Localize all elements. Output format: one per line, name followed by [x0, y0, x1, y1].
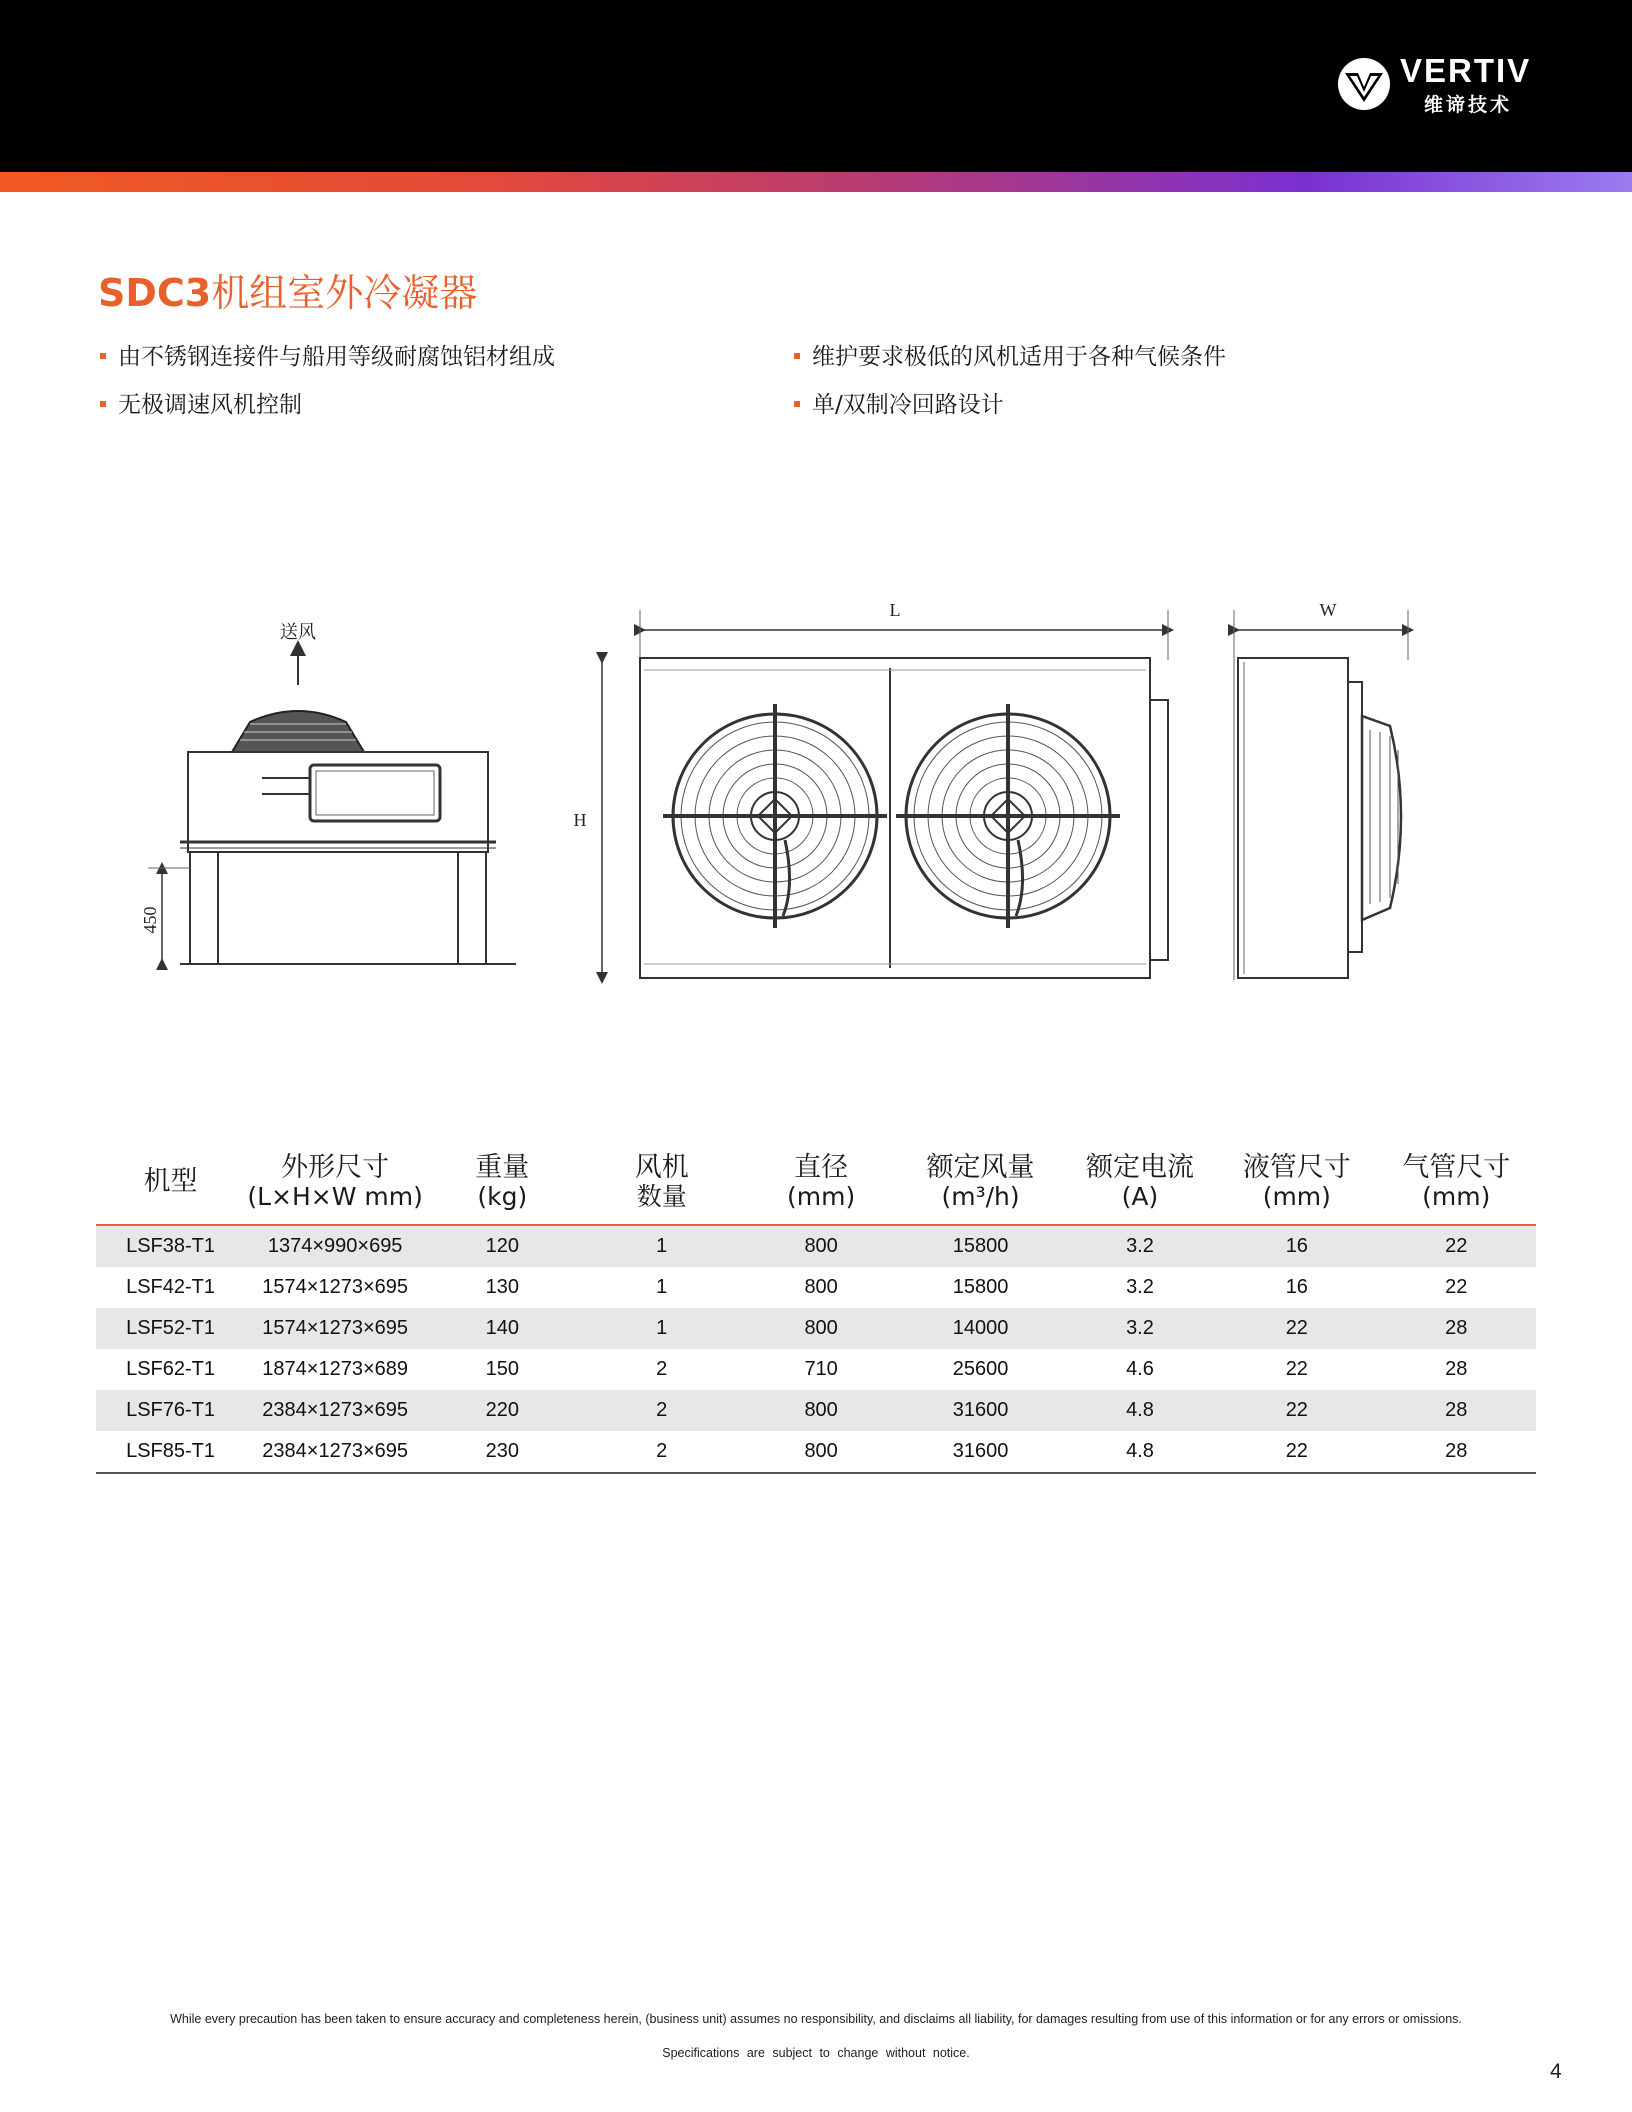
cell-liquid-pipe: 16	[1285, 1276, 1308, 1298]
end-view	[1234, 600, 1408, 980]
cell-liquid-pipe: 22	[1285, 1358, 1308, 1380]
feature-item: 维护要求极低的风机适用于各种气候条件	[794, 338, 1226, 371]
height-h-label: H	[573, 810, 587, 830]
vertiv-logo	[1336, 52, 1536, 118]
cell-diameter: 710	[804, 1358, 838, 1380]
table-row	[96, 1308, 1536, 1349]
cell-airflow: 25600	[952, 1358, 1009, 1380]
feature-item: 由不锈钢连接件与船用等级耐腐蚀铝材组成	[100, 338, 555, 371]
col-header-dimensions: 外形尺寸 (L×H×W mm)	[247, 1152, 423, 1212]
brand-name: VERTIV	[1400, 52, 1532, 89]
cell-gas-pipe: 28	[1445, 1358, 1468, 1380]
cell-model: LSF76-T1	[96, 1390, 245, 1431]
vertiv-logo-icon	[1336, 56, 1392, 112]
col-header-diameter: 直径 (mm)	[787, 1152, 856, 1212]
cell-liquid-pipe: 16	[1217, 1225, 1376, 1267]
cell-weight: 140	[425, 1308, 579, 1349]
cell-current: 3.2	[1063, 1225, 1217, 1267]
title-text: 机组室外冷凝器	[211, 271, 478, 315]
width-w-label: W	[1319, 600, 1337, 620]
footer-disclaimer: While every precaution has been taken to ensure accuracy and completeness herein, (business unit) assumes no responsibility, and disclaims all liability, for damages resulting from use of this information or for any errors or omissions.	[170, 2012, 1462, 2026]
cell-fan-count: 1	[579, 1308, 744, 1349]
cell-airflow: 15800	[898, 1225, 1063, 1267]
cell-model: LSF62-T1	[126, 1358, 216, 1380]
col-header-weight: 重量 (kg)	[475, 1152, 530, 1212]
feature-list	[100, 338, 1400, 428]
cell-gas-pipe: 28	[1445, 1440, 1468, 1462]
cell-diameter: 800	[804, 1276, 838, 1298]
front-view	[574, 600, 1169, 978]
cell-diameter: 800	[744, 1225, 898, 1267]
cell-liquid-pipe: 22	[1217, 1390, 1376, 1431]
cell-current: 3.2	[1126, 1276, 1154, 1298]
height-450-label: 450	[140, 906, 160, 934]
feature-item: 单/双制冷回路设计	[794, 386, 1004, 419]
col-header-current: 额定电流 (A)	[1085, 1152, 1194, 1212]
table-body	[96, 1225, 1536, 1473]
cell-dimensions: 1374×990×695	[245, 1225, 425, 1267]
table-row	[96, 1390, 1536, 1431]
table-row	[96, 1225, 1536, 1267]
cell-airflow: 14000	[898, 1308, 1063, 1349]
table-row	[96, 1431, 1536, 1473]
page-header	[0, 0, 1632, 172]
cell-airflow: 31600	[952, 1440, 1009, 1462]
cell-current: 4.8	[1126, 1440, 1154, 1462]
col-header-liquid-pipe: 液管尺寸 (mm)	[1242, 1152, 1351, 1212]
cell-fan-count: 2	[656, 1440, 668, 1462]
table-row	[96, 1349, 1536, 1390]
table-row	[96, 1267, 1536, 1308]
col-header-gas-pipe: 气管尺寸 (mm)	[1402, 1152, 1511, 1212]
cell-fan-count: 2	[579, 1390, 744, 1431]
cell-weight: 150	[485, 1358, 519, 1380]
cell-gas-pipe: 22	[1377, 1225, 1536, 1267]
cell-weight: 220	[425, 1390, 579, 1431]
cell-current: 3.2	[1063, 1308, 1217, 1349]
condenser-drawing	[120, 590, 1420, 990]
cell-liquid-pipe: 22	[1285, 1440, 1308, 1462]
col-header-airflow: 额定风量 (m³/h)	[926, 1152, 1035, 1212]
specs-table	[96, 1140, 1536, 1474]
header-gradient-bar	[0, 172, 1632, 192]
col-header-fan-count: 风机 数量	[634, 1152, 689, 1212]
footer-notice: Specifications are subject to change without notice.	[662, 2046, 970, 2060]
cell-model: LSF52-T1	[96, 1308, 245, 1349]
cell-weight: 130	[485, 1276, 519, 1298]
page-number: 4	[1550, 2060, 1562, 2083]
cell-liquid-pipe: 22	[1217, 1308, 1376, 1349]
cell-gas-pipe: 28	[1377, 1308, 1536, 1349]
bullet-marker	[794, 353, 800, 359]
cell-diameter: 800	[744, 1308, 898, 1349]
title-model: SDC3	[98, 271, 212, 315]
bullet-marker	[100, 401, 106, 407]
cell-model: LSF42-T1	[126, 1276, 216, 1298]
cell-dimensions: 1574×1273×695	[262, 1276, 408, 1298]
cell-model: LSF85-T1	[126, 1440, 216, 1462]
cell-dimensions: 2384×1273×695	[245, 1390, 425, 1431]
airflow-label: 送风	[280, 622, 316, 643]
side-view	[140, 622, 516, 964]
cell-fan-count: 1	[579, 1225, 744, 1267]
cell-fan-count: 1	[656, 1276, 668, 1298]
cell-current: 4.6	[1126, 1358, 1154, 1380]
cell-gas-pipe: 28	[1377, 1390, 1536, 1431]
cell-model: LSF38-T1	[96, 1225, 245, 1267]
cell-fan-count: 2	[656, 1358, 668, 1380]
col-header-model: 机型	[143, 1166, 198, 1198]
cell-dimensions: 1874×1273×689	[262, 1358, 408, 1380]
cell-airflow: 15800	[952, 1276, 1009, 1298]
cell-weight: 120	[425, 1225, 579, 1267]
page-title	[98, 262, 477, 317]
cell-diameter: 800	[744, 1390, 898, 1431]
bullet-marker	[794, 401, 800, 407]
cell-dimensions: 2384×1273×695	[262, 1440, 408, 1462]
cell-dimensions: 1574×1273×695	[245, 1308, 425, 1349]
cell-diameter: 800	[804, 1440, 838, 1462]
brand-name-cn: 维谛技术	[1424, 94, 1513, 116]
feature-item: 无极调速风机控制	[100, 386, 302, 419]
cell-gas-pipe: 22	[1445, 1276, 1468, 1298]
cell-current: 4.8	[1063, 1390, 1217, 1431]
table-header-row	[96, 1140, 1536, 1225]
cell-airflow: 31600	[898, 1390, 1063, 1431]
length-l-label: L	[889, 600, 901, 620]
cell-weight: 230	[485, 1440, 519, 1462]
bullet-marker	[100, 353, 106, 359]
